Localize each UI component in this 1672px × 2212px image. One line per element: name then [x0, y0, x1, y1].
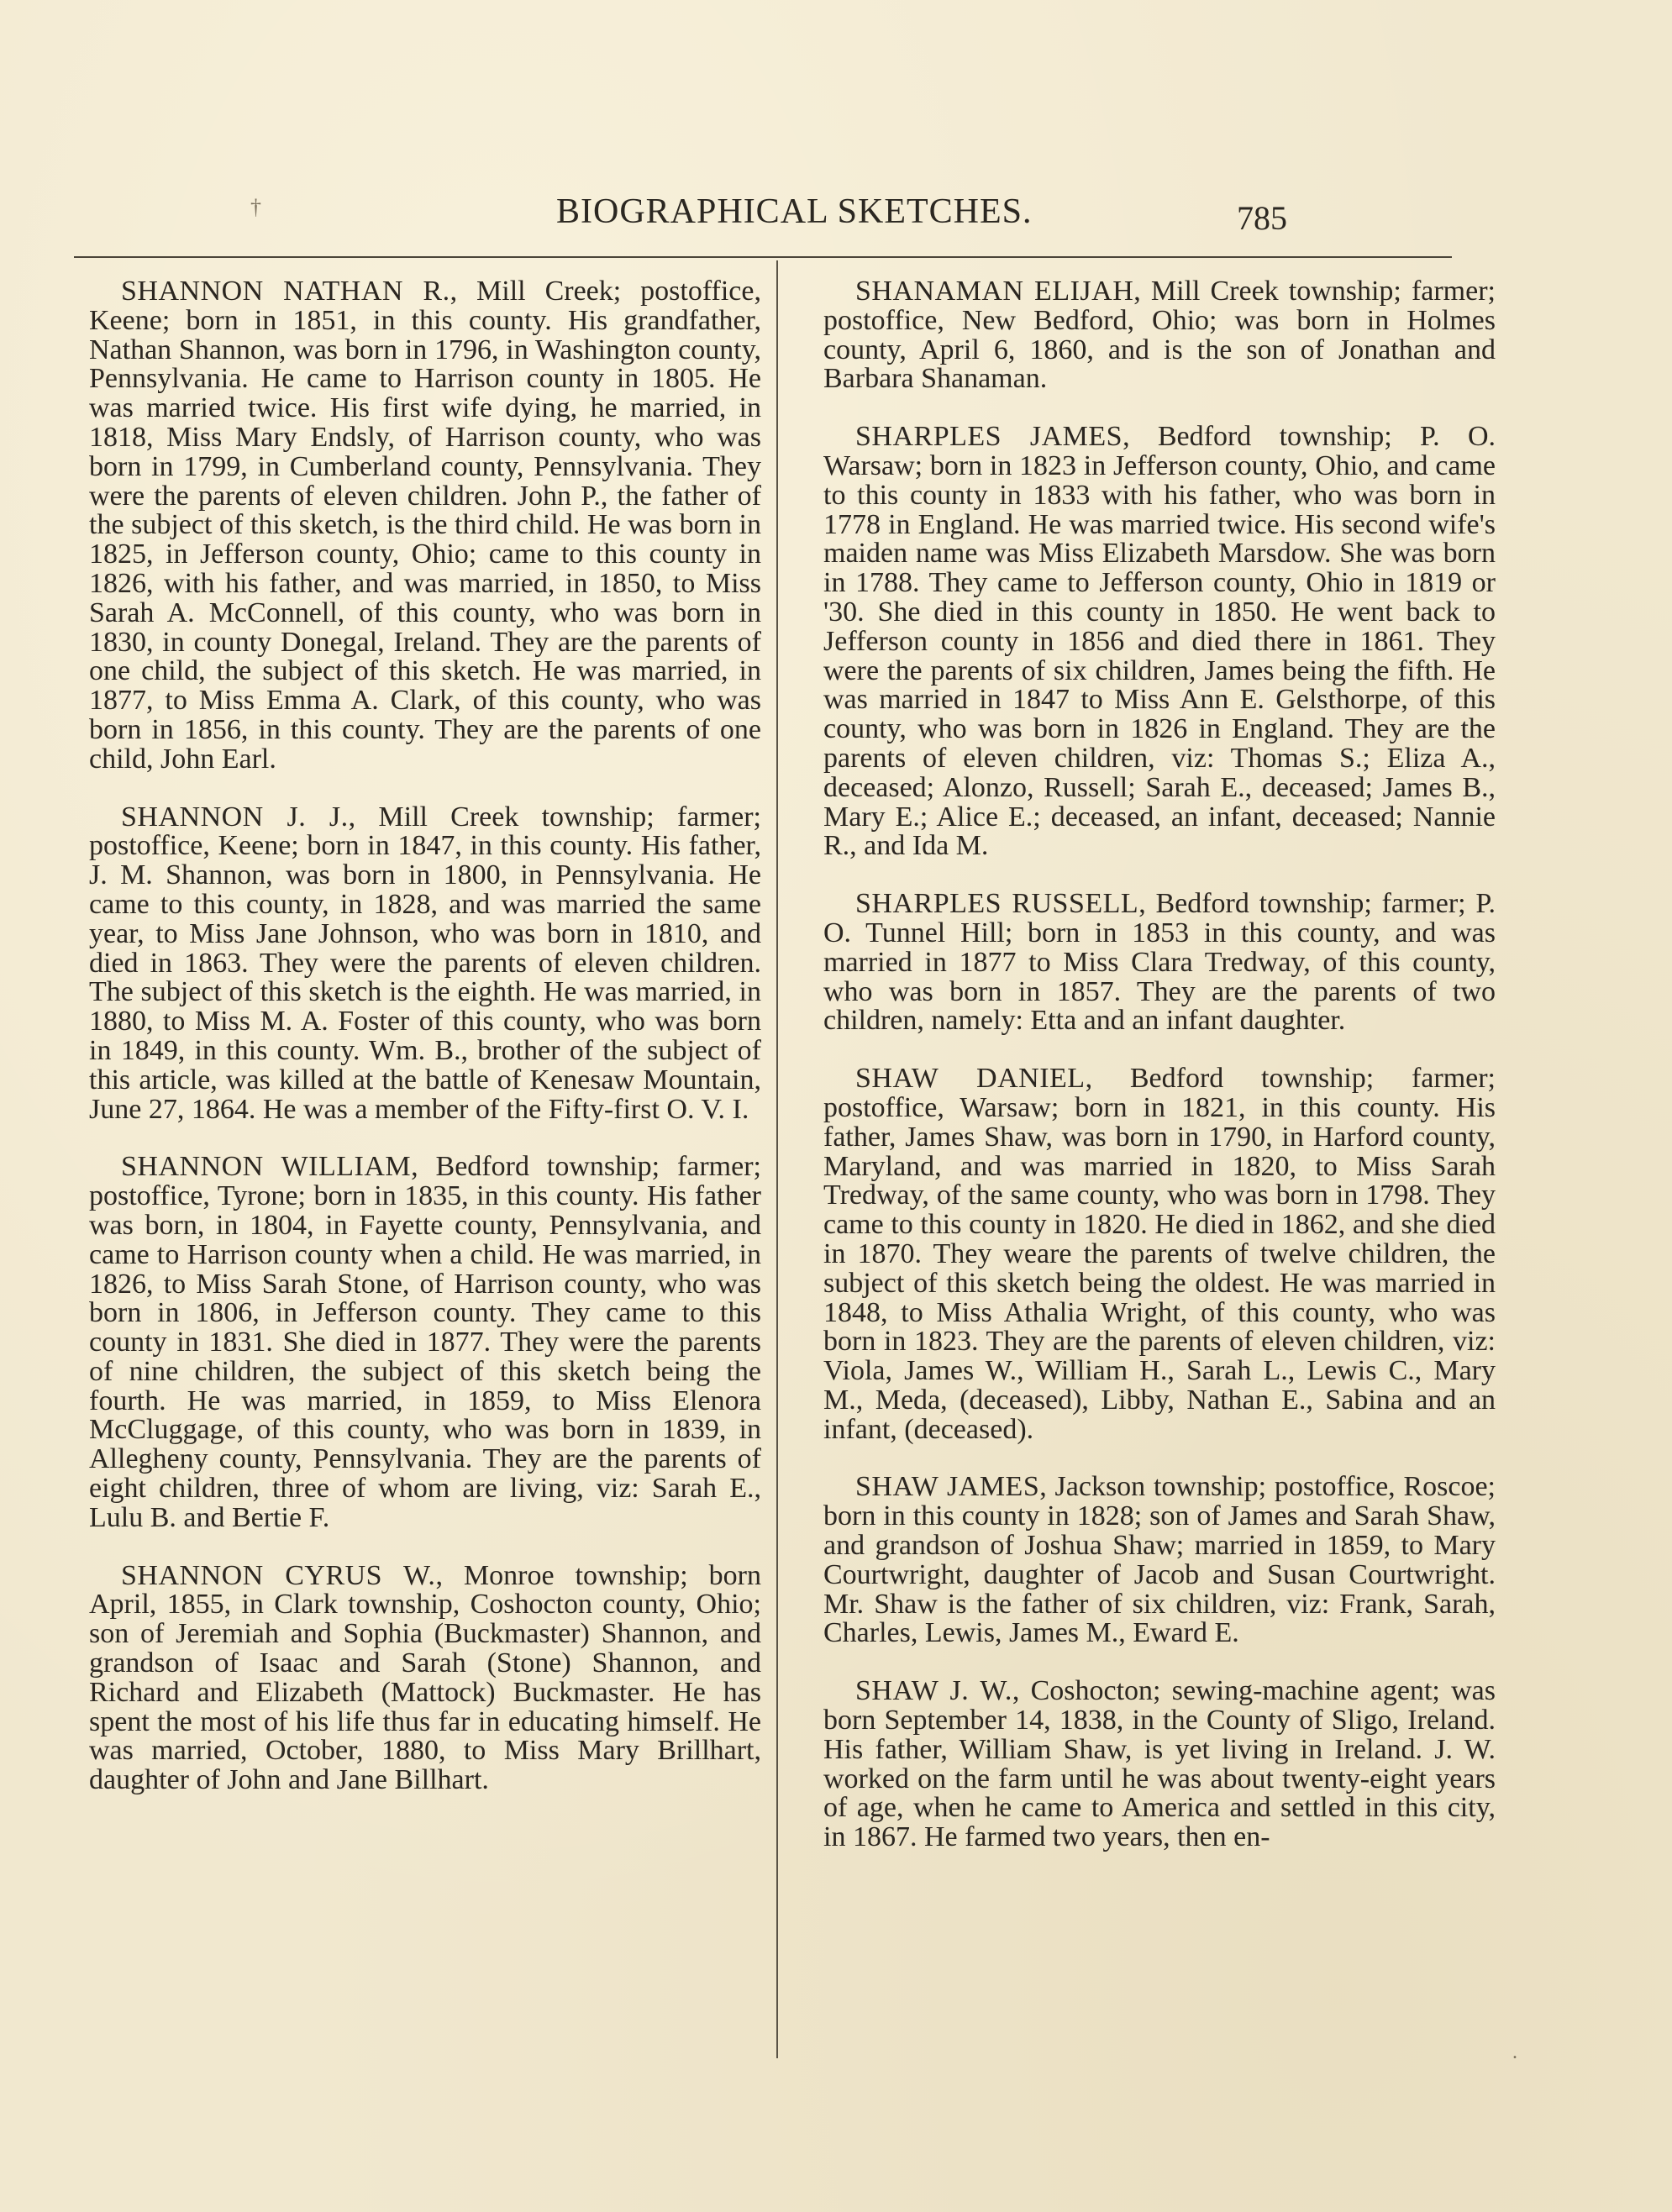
entry-name: SHAW DANIEL	[855, 1063, 1086, 1095]
entry-sharples-russell	[823, 890, 1496, 1036]
page-number: 785	[1237, 199, 1287, 237]
stray-mark-icon: †	[250, 195, 261, 219]
entry-shaw-jw	[823, 1677, 1496, 1852]
entry-name: SHARPLES JAMES	[855, 421, 1123, 453]
entry-name: SHANAMAN ELIJAH	[855, 276, 1134, 307]
entry-shaw-daniel	[823, 1064, 1496, 1444]
entry-text: , Mill Creek township; farmer; postoffice, New Bedford, Ohio; was born in Holmes county, April 6, 1860, and is the son of Jonathan and Barbara Shanaman.	[823, 276, 1496, 395]
entry-text: , Jackson township; postoffice, Roscoe; born in this county in 1828; son of James and Sarah Shaw, and grandson of Joshua Shaw; married in 1859, to Mary Courtwright, daughter of Jacob and Susan Courtwright. Mr. Shaw is the father of six children, viz: Frank, Sarah, Charles, Lewis, James M., Eward E.	[823, 1471, 1496, 1649]
entry-text: , Coshocton; sewing-machine agent; was born September 14, 1838, in the County of Sligo, Ireland. His father, William Shaw, is yet living in Ireland. J. W. worked on the farm until he was about twenty-eight years of age, when he came to America and settled in this city, in 1867. He farmed two years, then en-	[823, 1675, 1496, 1853]
entry-shannon-william	[89, 1153, 761, 1532]
entry-text: , Bedford township; farmer; postoffice, Tyrone; born in 1835, in this county. His father was born, in 1804, in Fayette county, Pennsylvania, and came to Harrison county when a child. He was married, in 1826, to Miss Sarah Stone, of Harrison county, who was born in 1806, in Jefferson county. They came to this county in 1831. She died in 1877. They were the parents of nine children, the subject of this sketch being the fourth. He was married, in 1859, to Miss Elenora McCluggage, of this county, who was born in 1839, in Allegheny county, Pennsylvania. They are the parents of eight children, three of whom are living, viz: Sarah E., Lulu B. and Bertie F.	[89, 1151, 761, 1533]
header-rule	[74, 256, 1452, 258]
left-column	[89, 277, 761, 1795]
entry-name: SHANNON CYRUS W.	[121, 1559, 436, 1591]
entry-text: , Bedford township; P. O. Warsaw; born in 1823 in Jefferson county, Ohio, and came to this county in 1833 with his father, who was born in 1778 in England. He was married twice. His second wife's maiden name was Miss Elizabeth Marsdow. She was born in 1788. They came to Jefferson county, Ohio in 1819 or '30. She died in this county in 1850. He went back to Jefferson county in 1856 and died there in 1861. They were the parents of six children, James being the fifth. He was married in 1847 to Miss Ann E. Gelsthorpe, of this county, who was born in 1826 in England. They are the parents of eleven children, viz: Thomas S.; Eliza A., deceased; Alonzo, Russell; Sarah E., deceased; James B., Mary E.; Alice E.; deceased, an infant, deceased; Nannie R., and Ida M.	[823, 421, 1496, 862]
entry-shannon-nathan	[89, 277, 761, 775]
running-head-title: BIOGRAPHICAL SKETCHES.	[556, 192, 1033, 231]
entry-name: SHANNON WILLIAM	[121, 1151, 412, 1183]
entry-name: SHAW J. W.	[855, 1675, 1012, 1707]
entry-text: , Mill Creek; postoffice, Keene; born in 1851, in this county. His grandfather, Nathan Shannon, was born in 1796, in Washington county, Pennsylvania. He came to Harrison county in 1805. He was married twice. His first wife dying, he married, in 1818, Miss Mary Endsly, of Harrison county, who was born in 1799, in Cumberland county, Pennsylvania. They were the parents of eleven children. John P., the father of the subject of this sketch, is the third child. He was born in 1825, in Jefferson county, Ohio; came to this county in 1826, with his father, and was married, in 1850, to Miss Sarah A. McConnell, of this county, who was born in 1830, in county Donegal, Ireland. They are the parents of one child, the subject of this sketch. He was married, in 1877, to Miss Emma A. Clark, of this county, who was born in 1856, in this county. They are the parents of one child, John Earl.	[89, 276, 761, 775]
entry-text: , Monroe township; born April, 1855, in Clark township, Coshocton county, Ohio; son of Jeremiah and Sophia (Buckmaster) Shannon, and grandson of Isaac and Sarah (Stone) Shannon, and Richard and Elizabeth (Mattock) Buckmaster. He has spent the most of his life thus far in educating himself. He was married, October, 1880, to Miss Mary Brillhart, daughter of John and Jane Billhart.	[89, 1559, 761, 1796]
entry-text: , Bedford township; farmer; postoffice, Warsaw; born in 1821, in this county. His father, James Shaw, was born in 1790, in Harford county, Maryland, and was married in 1820, to Miss Sarah Tredway, of the same county, who was born in 1798. They came to this county in 1820. He died in 1862, and she died in 1870. They weare the parents of twelve children, the subject of this sketch being the oldest. He was married in 1848, to Miss Athalia Wright, of this county, who was born in 1823. They are the parents of eleven children, viz: Viola, James W., William H., Sarah L., Lewis C., Mary M., Meda, (deceased), Libby, Nathan E., Sabina and an infant, (deceased).	[823, 1063, 1496, 1445]
entry-text: , Mill Creek township; farmer; postoffice, Keene; born in 1847, in this county. His father, J. M. Shannon, was born in 1800, in Pennsylvania. He came to this county, in 1828, and was married the same year, to Miss Jane Johnson, who was born in 1810, and died in 1863. They were the parents of eleven children. The subject of this sketch is the eighth. He was married, in 1880, to Miss M. A. Foster of this county, who was born in 1849, in this county. Wm. B., brother of the subject of this article, was killed at the battle of Kenesaw Mountain, June 27, 1864. He was a member of the Fifty-first O. V. I.	[89, 801, 761, 1125]
entry-name: SHANNON NATHAN R.	[121, 276, 450, 307]
entry-sharples-james	[823, 423, 1496, 861]
stray-dot-icon: .	[1512, 2041, 1517, 2063]
entry-text: , Bedford township; farmer; P. O. Tunnel Hill; born in 1853 in this county, and was married in 1877 to Miss Clara Tredway, of this county, who was born in 1857. They are the parents of two children, namely: Etta and an infant daughter.	[823, 888, 1496, 1037]
entry-shaw-james	[823, 1473, 1496, 1648]
page-header	[252, 192, 1445, 242]
entry-shannon-cyrus	[89, 1559, 761, 1796]
right-column	[823, 277, 1496, 1852]
entry-name: SHARPLES RUSSELL	[855, 888, 1139, 920]
column-divider	[776, 260, 778, 2058]
entry-shannon-jj	[89, 803, 761, 1125]
entry-shanaman-elijah	[823, 277, 1496, 394]
entry-name: SHAW JAMES	[855, 1471, 1040, 1503]
entry-name: SHANNON J. J.	[121, 801, 349, 833]
